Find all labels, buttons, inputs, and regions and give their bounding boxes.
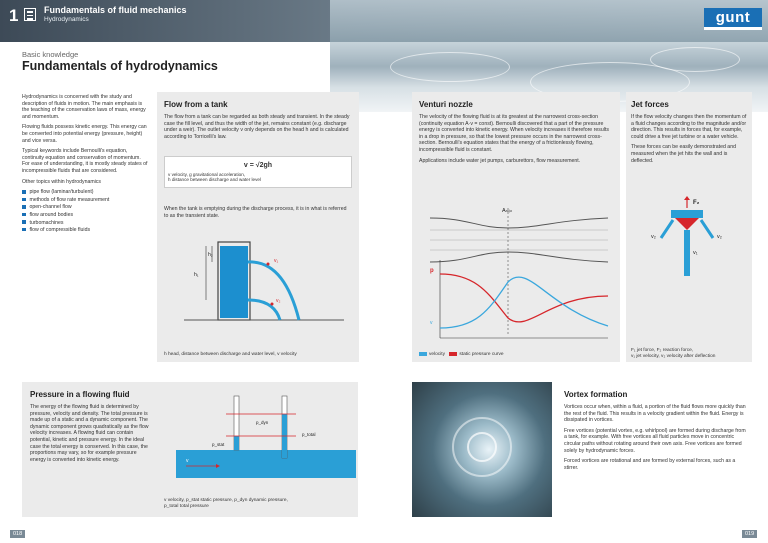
venturi-panel [412, 92, 620, 362]
pressure-panel [22, 382, 358, 517]
nozzle-upper-wall [430, 218, 608, 228]
bullet-icon [22, 198, 26, 202]
pdyn-label: p_dyn [256, 420, 269, 425]
list-item: open-channel flow [22, 204, 150, 212]
intro-paragraph-3: Typical keywords include Bernoulli's equation, continuity equation and conservation of momentum. For ease of understanding, it is mostly steady states of incompressible fluids that are considered. [22, 148, 148, 174]
static-column [234, 436, 239, 450]
venturi-diagram [418, 200, 614, 340]
header-bar [0, 0, 768, 42]
tank-panel [157, 92, 359, 362]
tank-water [220, 246, 248, 318]
tank-title: Flow from a tank [164, 100, 228, 109]
nozzle-lower-wall [430, 252, 608, 262]
velocity-curve [440, 277, 608, 328]
force-arrowhead [684, 196, 690, 200]
v2-point [271, 303, 274, 306]
deflector-plate [671, 210, 703, 218]
pressure-title: Pressure in a flowing fluid [30, 390, 130, 399]
header-title: Fundamentals of fluid mechanics [44, 5, 187, 15]
jet-text-2: These forces can be easily demonstrated and measured when the jet hits the wall and is deflected. [631, 144, 736, 164]
v2-right-label: v₂ [717, 234, 722, 240]
pipe-water [176, 450, 356, 478]
pressure-text: The energy of the flowing fluid is determined by pressure, velocity and density. The total pressure is made up of a static and a dynamic component. The dynamic component grows quadratically as the flow velocity increases. A flowing fluid can contain potential, kinetic and pressure energy. In the ideal case the total energy is conserved. In this case, the proportions may vary, so for example pressure energy is converted into kinetic energy. [30, 404, 149, 463]
jet-diagram [631, 196, 747, 286]
page-title: Fundamentals of hydrodynamics [22, 59, 218, 73]
pstat-label: p_stat [212, 442, 225, 447]
list-item: methods of flow rate measurement [22, 197, 150, 205]
velocity-swatch [419, 352, 427, 356]
topics-heading: Other topics within hydrodynamics [22, 178, 101, 185]
v1-point [267, 263, 270, 266]
deflected-jet-left [661, 220, 673, 238]
venturi-text: The velocity of the flowing fluid is at its greatest at the narrowest cross-section (continuity equation A·v = const). Bernoulli discovered that a part of the pressure energy is converted into kinetic energy. When velocity increases it therefore results in a drop in pressure, so that the lowest pressure occurs in the narrowest cross-section. Bernoulli's equation states that the energy of a frictionlessly flowing, incompressible fluid is constant. [419, 114, 609, 153]
chapter-icon [24, 8, 36, 21]
intro-paragraph-1: Hydrodynamics is concerned with the study and description of fluids in motion. The main emphasis is the teaching of the conservation laws of mass, energy and momentum. [22, 94, 146, 120]
venturi-legend: velocity static pressure curve [419, 352, 504, 358]
pressure-diagram [156, 386, 356, 496]
h2-label: h₂ [208, 252, 213, 258]
pressure-swatch [449, 352, 457, 356]
list-item: pipe flow (laminar/turbulent) [22, 189, 150, 197]
amin-label: Aₘᵢₙ [502, 208, 513, 214]
bullet-icon [22, 205, 26, 209]
jet-caption: F₁ jet force, F₂ reaction force, v₁ jet velocity, v₂ velocity after deflection [631, 348, 716, 359]
page-number-left: 018 [10, 530, 25, 538]
tank-caption: h head, distance between discharge and water level, v velocity [164, 352, 297, 357]
list-item: turbomachines [22, 220, 150, 228]
intro-paragraph-2: Flowing fluids possess kinetic energy. This energy can be converted into potential energy (pressure, height) and vice versa. [22, 124, 147, 144]
jet-title: Jet forces [631, 100, 669, 109]
v2-left-label: v₂ [651, 234, 656, 240]
ptotal-label: p_total [302, 432, 316, 437]
v-label: v [430, 320, 433, 326]
vortex-panel [412, 382, 752, 517]
pressure-caption: v velocity, p_stat static pressure, p_dyn dynamic pressure, p_total total pressure [164, 498, 288, 509]
torricelli-formula: v = √2gh v velocity, g gravitational acceleration, h distance between discharge and water level [164, 156, 352, 188]
jet-panel [626, 92, 752, 362]
tank-diagram [164, 224, 354, 334]
deflected-jet-right [701, 220, 713, 238]
topics-list [22, 189, 150, 235]
tank-text-2: When the tank is emptying during the discharge process, it is in what is referred to as the transient state. [164, 206, 347, 219]
venturi-title: Venturi nozzle [419, 100, 473, 109]
v1-label: v₁ [274, 258, 279, 264]
intro-column [22, 94, 150, 235]
venturi-text-2: Applications include water jet pumps, carburettors, flow measurement. [419, 157, 581, 164]
v-label: v [186, 458, 189, 464]
force-label: F₂ [693, 200, 700, 206]
vortex-paragraph-1: Vortices occur when, within a fluid, a portion of the fluid flows more quickly than the rest of the fluid. This results in a velocity gradient within the fluid. Energy is dissipated in vortices. [564, 404, 746, 424]
impact-zone [675, 218, 699, 230]
chapter-number: 1 [9, 6, 19, 25]
header-subtitle: Hydrodynamics [44, 16, 89, 23]
h1-label: h₁ [194, 272, 199, 278]
upper-jet [248, 262, 299, 320]
bullet-icon [22, 220, 26, 224]
p-label: p [430, 268, 434, 274]
water-jet [684, 230, 690, 276]
vortex-photo [412, 382, 552, 517]
list-item: flow around bodies [22, 212, 150, 220]
v2-label: v₂ [276, 298, 281, 304]
bullet-icon [22, 228, 26, 232]
page-number-right: 019 [742, 530, 757, 538]
tank-text: The flow from a tank can be regarded as both steady and transient. In the steady case the fill level, and thus the width of the jet, remains constant (e.g. discharge under a weir). The outlet velocity v only depends on the head h and is calculated according to Torricelli's law. [164, 114, 350, 140]
gunt-logo: gunt [704, 8, 762, 30]
vortex-paragraph-3: Forced vortices are rotational and are formed by external forces, such as a stirrer. [564, 458, 736, 471]
section-label: Basic knowledge [22, 50, 79, 59]
bullet-icon [22, 213, 26, 217]
v1-label: v₁ [693, 250, 698, 256]
vortex-title: Vortex formation [564, 390, 628, 399]
header-photo [330, 0, 768, 42]
jet-text-1: If the flow velocity changes then the momentum of a fluid changes according to the magnitude and/or direction. This results in forces that, for example, could drive a free jet turbine or a water vehicle. [631, 114, 747, 140]
list-item: flow of compressible fluids [22, 227, 150, 235]
bullet-icon [22, 190, 26, 194]
pressure-curve [440, 274, 608, 322]
vortex-paragraph-2: Free vortices (potential vortex, e.g. whirlpool) are formed during discharge from a tank, for example. With free vortices all fluid particles move in concentric circular paths without rotating around their own axis. Free vortices are formed solely by hydrodynamic forces. [564, 427, 746, 454]
